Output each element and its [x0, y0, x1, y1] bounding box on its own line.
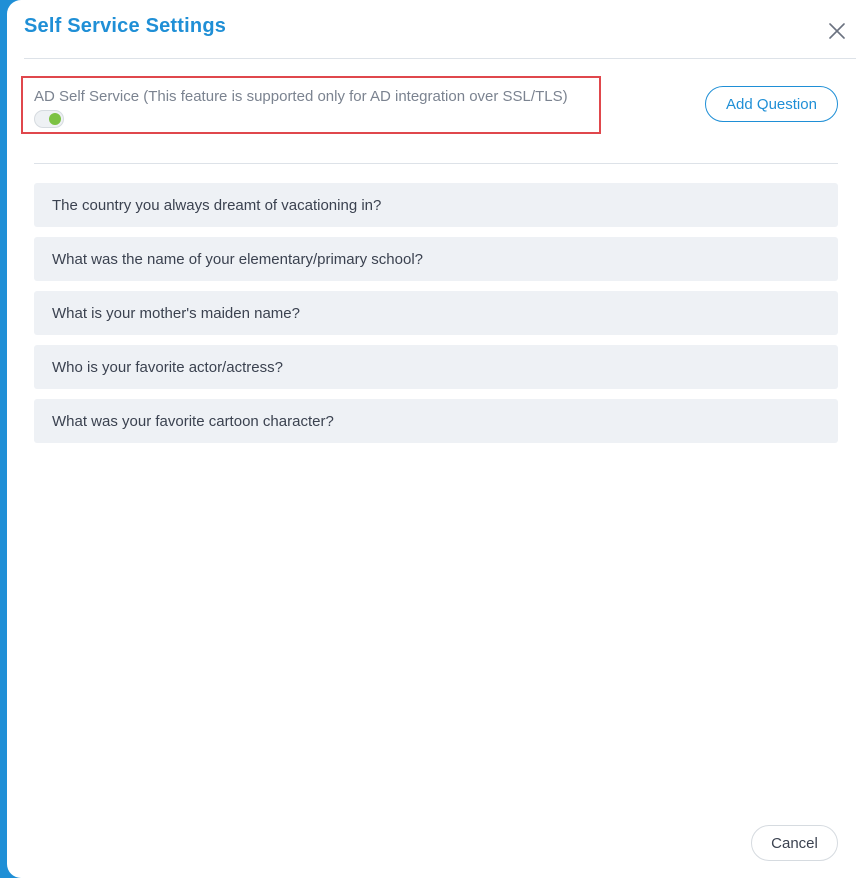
ad-self-service-label: AD Self Service (This feature is supported only for AD integration over SSL/TLS) [34, 88, 568, 105]
section-divider [34, 163, 838, 164]
close-icon [829, 23, 845, 39]
question-item[interactable]: What is your mother's maiden name? [34, 291, 838, 335]
header-divider [24, 58, 856, 59]
security-question-list [34, 183, 838, 453]
self-service-settings-dialog [7, 0, 863, 878]
question-item[interactable]: What was the name of your elementary/primary school? [34, 237, 838, 281]
toggle-knob [49, 113, 61, 125]
dialog-title: Self Service Settings [24, 15, 227, 37]
question-item[interactable]: Who is your favorite actor/actress? [34, 345, 838, 389]
cancel-button[interactable]: Cancel [751, 825, 838, 861]
add-question-button[interactable]: Add Question [705, 86, 838, 122]
ad-self-service-toggle[interactable] [34, 110, 64, 128]
feature-highlight-box [21, 76, 601, 134]
question-item[interactable]: The country you always dreamt of vacationing in? [34, 183, 838, 227]
close-button[interactable] [825, 19, 849, 43]
question-item[interactable]: What was your favorite cartoon character? [34, 399, 838, 443]
